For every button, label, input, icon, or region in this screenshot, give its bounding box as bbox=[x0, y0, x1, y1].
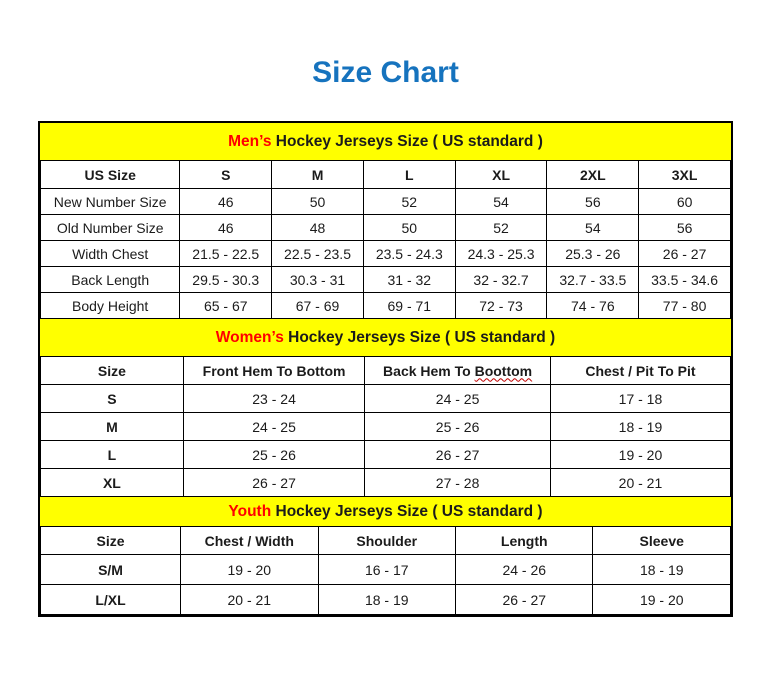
cell-value: 18 - 19 bbox=[593, 555, 731, 585]
row-label: Width Chest bbox=[41, 241, 180, 267]
table-row bbox=[41, 215, 731, 241]
heading-highlight: Men’s bbox=[228, 132, 272, 150]
column-header: Shoulder bbox=[318, 527, 455, 555]
cell-value: 19 - 20 bbox=[593, 585, 731, 615]
table-row bbox=[41, 413, 731, 441]
column-header: Chest / Pit To Pit bbox=[550, 357, 730, 385]
cell-value: 24 - 25 bbox=[183, 413, 364, 441]
cell-value: 29.5 - 30.3 bbox=[180, 267, 272, 293]
column-header: Front Hem To Bottom bbox=[183, 357, 364, 385]
cell-value: 69 - 71 bbox=[363, 293, 455, 319]
cell-value: 25.3 - 26 bbox=[547, 241, 639, 267]
cell-value: 22.5 - 23.5 bbox=[272, 241, 364, 267]
column-header: Size bbox=[41, 527, 181, 555]
row-label: New Number Size bbox=[41, 189, 180, 215]
youth-size-table bbox=[40, 526, 731, 615]
cell-value: 18 - 19 bbox=[318, 585, 455, 615]
youth-section-heading bbox=[40, 497, 731, 526]
cell-value: 50 bbox=[272, 189, 364, 215]
column-header: M bbox=[272, 161, 364, 189]
table-row bbox=[41, 585, 731, 615]
section-womens bbox=[40, 319, 731, 497]
cell-value: 56 bbox=[547, 189, 639, 215]
table-row bbox=[41, 293, 731, 319]
size-chart bbox=[38, 121, 733, 617]
page-title: Size Chart bbox=[312, 56, 459, 89]
cell-value: 20 - 21 bbox=[550, 469, 730, 497]
heading-highlight: Youth bbox=[228, 502, 272, 520]
cell-value: 77 - 80 bbox=[639, 293, 731, 319]
cell-value: 31 - 32 bbox=[363, 267, 455, 293]
cell-value: 26 - 27 bbox=[365, 441, 551, 469]
column-header: Chest / Width bbox=[181, 527, 318, 555]
column-header: US Size bbox=[41, 161, 180, 189]
cell-value: 24 - 25 bbox=[365, 385, 551, 413]
heading-rest: Hockey Jerseys Size ( US standard ) bbox=[283, 328, 556, 346]
cell-value: 20 - 21 bbox=[181, 585, 318, 615]
table-row bbox=[41, 441, 731, 469]
row-label: L/XL bbox=[41, 585, 181, 615]
header-row bbox=[41, 161, 731, 189]
section-mens bbox=[40, 123, 731, 319]
table-row bbox=[41, 267, 731, 293]
table-row bbox=[41, 241, 731, 267]
mens-section-heading bbox=[40, 123, 731, 160]
row-label: L bbox=[41, 441, 184, 469]
cell-value: 23.5 - 24.3 bbox=[363, 241, 455, 267]
cell-value: 25 - 26 bbox=[183, 441, 364, 469]
table-row bbox=[41, 189, 731, 215]
cell-value: 26 - 27 bbox=[456, 585, 593, 615]
table-row bbox=[41, 385, 731, 413]
cell-value: 16 - 17 bbox=[318, 555, 455, 585]
row-label: Back Length bbox=[41, 267, 180, 293]
womens-section-heading bbox=[40, 319, 731, 356]
column-header: Size bbox=[41, 357, 184, 385]
cell-value: 52 bbox=[455, 215, 547, 241]
heading-highlight: Women’s bbox=[215, 328, 284, 346]
cell-value: 18 - 19 bbox=[550, 413, 730, 441]
cell-value: 52 bbox=[363, 189, 455, 215]
misspelled-word: Boottom bbox=[474, 362, 533, 379]
row-label: S bbox=[41, 385, 184, 413]
section-youth bbox=[40, 497, 731, 615]
row-label: S/M bbox=[41, 555, 181, 585]
cell-value: 72 - 73 bbox=[455, 293, 547, 319]
cell-value: 54 bbox=[455, 189, 547, 215]
cell-value: 27 - 28 bbox=[365, 469, 551, 497]
column-header: XL bbox=[455, 161, 547, 189]
column-header: 2XL bbox=[547, 161, 639, 189]
cell-value: 46 bbox=[180, 189, 272, 215]
row-label: XL bbox=[41, 469, 184, 497]
row-label: M bbox=[41, 413, 184, 441]
column-header: 3XL bbox=[639, 161, 731, 189]
table-row bbox=[41, 555, 731, 585]
column-header: L bbox=[363, 161, 455, 189]
cell-value: 74 - 76 bbox=[547, 293, 639, 319]
cell-value: 25 - 26 bbox=[365, 413, 551, 441]
cell-value: 54 bbox=[547, 215, 639, 241]
cell-value: 21.5 - 22.5 bbox=[180, 241, 272, 267]
row-label: Body Height bbox=[41, 293, 180, 319]
column-header: S bbox=[180, 161, 272, 189]
cell-value: 33.5 - 34.6 bbox=[639, 267, 731, 293]
column-header: Length bbox=[456, 527, 593, 555]
cell-value: 17 - 18 bbox=[550, 385, 730, 413]
row-label: Old Number Size bbox=[41, 215, 180, 241]
cell-value: 32 - 32.7 bbox=[455, 267, 547, 293]
cell-value: 19 - 20 bbox=[550, 441, 730, 469]
cell-value: 56 bbox=[639, 215, 731, 241]
cell-value: 24 - 26 bbox=[456, 555, 593, 585]
cell-value: 32.7 - 33.5 bbox=[547, 267, 639, 293]
column-header: Sleeve bbox=[593, 527, 731, 555]
header-row bbox=[41, 357, 731, 385]
heading-rest: Hockey Jerseys Size ( US standard ) bbox=[271, 502, 543, 520]
cell-value: 26 - 27 bbox=[639, 241, 731, 267]
cell-value: 30.3 - 31 bbox=[272, 267, 364, 293]
heading-rest: Hockey Jerseys Size ( US standard ) bbox=[271, 132, 543, 150]
header-row bbox=[41, 527, 731, 555]
mens-size-table bbox=[40, 160, 731, 319]
cell-value: 46 bbox=[180, 215, 272, 241]
cell-value: 23 - 24 bbox=[183, 385, 364, 413]
table-row bbox=[41, 469, 731, 497]
cell-value: 60 bbox=[639, 189, 731, 215]
cell-value: 24.3 - 25.3 bbox=[455, 241, 547, 267]
cell-value: 67 - 69 bbox=[272, 293, 364, 319]
cell-value: 26 - 27 bbox=[183, 469, 364, 497]
cell-value: 19 - 20 bbox=[181, 555, 318, 585]
cell-value: 48 bbox=[272, 215, 364, 241]
womens-size-table bbox=[40, 356, 731, 497]
column-header: Back Hem To Boottom bbox=[365, 357, 551, 385]
cell-value: 50 bbox=[363, 215, 455, 241]
cell-value: 65 - 67 bbox=[180, 293, 272, 319]
